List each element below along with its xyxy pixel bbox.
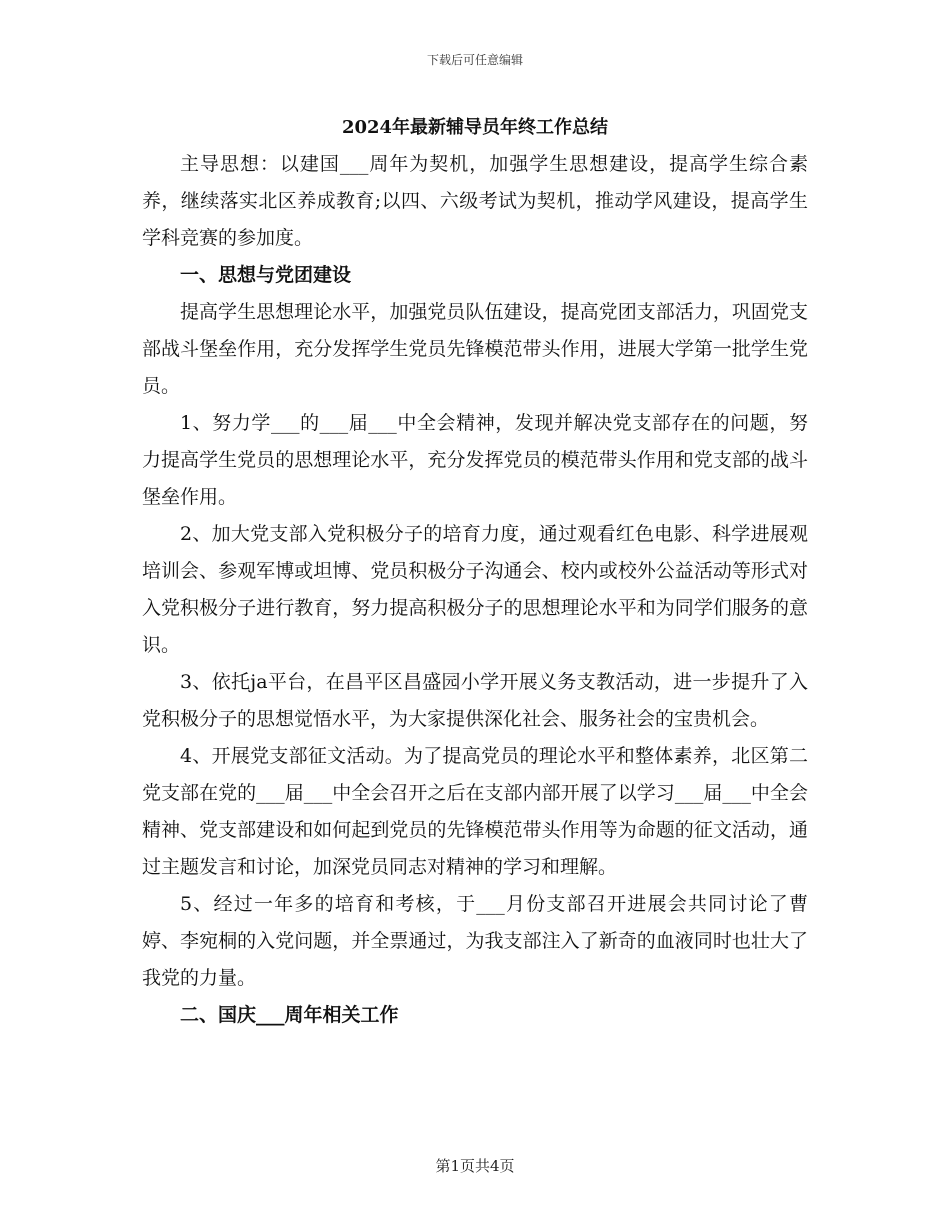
section-1-item-4: 4、开展党支部征文活动。为了提高党员的理论水平和整体素养，北区第二党支部在党的___届___中全会召开之后在支部内部开展了以学习___届___中全会精神、党支部建设和如何起到党员的先锋模范带头作用等为命题的征文活动，通过主题发言和讨论，加深党员同志对精神的学习和理解。 <box>142 745 808 878</box>
document-body <box>142 110 808 1034</box>
section-1-item-2: 2、加大党支部入党积极分子的培育力度，通过观看红色电影、科学进展观培训会、参观军博或坦博、党员积极分子沟通会、校内或校外公益活动等形式对入党积极分子进行教育，努力提高积极分子的思想理论水平和为同学们服务的意识。 <box>142 523 808 656</box>
page-number: 第1页共4页 <box>435 1157 515 1175</box>
document-title: 2024年最新辅导员年终工作总结 <box>341 117 609 138</box>
intro-paragraph: 主导思想：以建国___周年为契机，加强学生思想建设，提高学生综合素养，继续落实北区养成教育;以四、六级考试为契机，推动学风建设，提高学生学科竞赛的参加度。 <box>142 153 808 249</box>
section-heading-2: 二、国庆___周年相关工作 <box>180 1004 399 1026</box>
section-1-item-1: 1、努力学___的___届___中全会精神，发现并解决党支部存在的问题，努力提高学生党员的思想理论水平，充分发挥党员的模范带头作用和党支部的战斗堡垒作用。 <box>142 412 808 508</box>
section-1-item-3: 3、依托ja平台，在昌平区昌盛园小学开展义务支教活动，进一步提升了入党积极分子的思想觉悟水平，为大家提供深化社会、服务社会的宝贵机会。 <box>142 671 808 730</box>
section-1-lead-paragraph: 提高学生思想理论水平，加强党员队伍建设，提高党团支部活力，巩固党支部战斗堡垒作用，充分发挥学生党员先锋模范带头作用，进展大学第一批学生党员。 <box>142 301 808 397</box>
section-heading-1: 一、思想与党团建设 <box>180 264 352 286</box>
page-header-note: 下载后可任意编辑 <box>426 53 523 67</box>
section-1-item-5: 5、经过一年多的培育和考核，于___月份支部召开进展会共同讨论了曹婷、李宛桐的入党问题，并全票通过，为我支部注入了新奇的血液同时也壮大了我党的力量。 <box>142 893 808 989</box>
